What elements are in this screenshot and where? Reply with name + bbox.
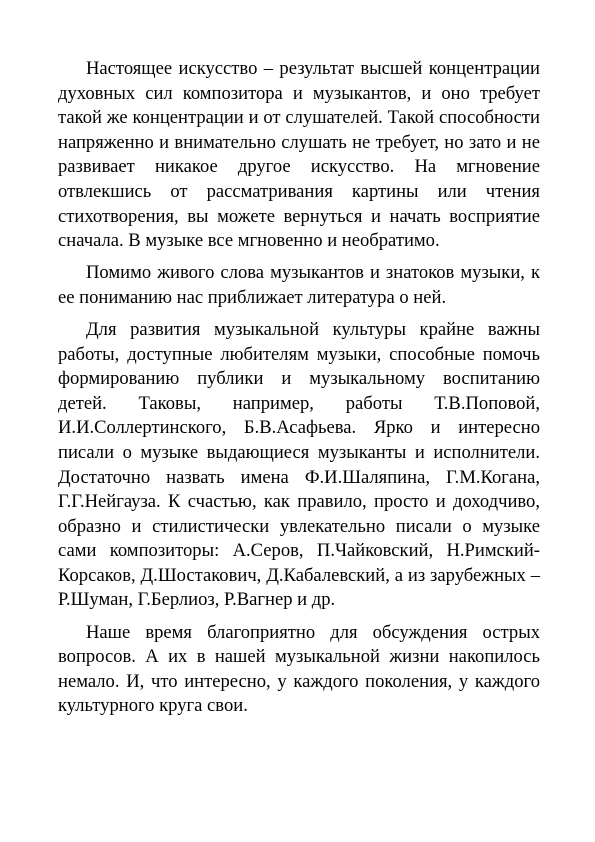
paragraph-1: Настоящее искусство – результат высшей концентрации духовных сил композитора и музыкантов, и оно требует такой же концентрации и от слушателей. Такой способности напряженно и внимательно слушать не требует, но зато и не развивает никакое другое искусство. На мгновение отвлекшись от рассматривания картины или чтения стихотворения, вы можете вернуться и начать восприятие сначала. В музыке все мгновенно и необратимо. [58,58,540,252]
paragraph-4: Наше время благоприятно для обсуждения острых вопросов. А их в нашей музыкальной жизни накопилось немало. И, что интересно, у каждого поколения, у каждого культурного круга свои. [58,621,540,717]
document-page [58,57,540,726]
paragraph-2: Помимо живого слова музыкантов и знатоков музыки, к ее пониманию нас приближает литература о ней. [58,262,540,308]
paragraph-3: Для развития музыкальной культуры крайне важны работы, доступные любителям музыки, способные помочь формированию публики и музыкальному воспитанию детей. Таковы, например, работы Т.В.Поповой, И.И.Соллертинского, Б.В.Асафьева. Ярко и интересно писали о музыке выдающиеся музыканты и исполнители. Достаточно назвать имена Ф.И.Шаляпина, Г.М.Когана, Г.Г.Нейгауза. К счастью, как правило, просто и доходчиво, образно и стилистически увлекательно писали о музыке сами композиторы: А.Серов, П.Чайковский, Н.Римский-Корсаков, Д.Шостакович, Д.Кабалевский, а из зарубежных – Р.Шуман, Г.Берлиоз, Р.Вагнер и др. [58,318,540,611]
